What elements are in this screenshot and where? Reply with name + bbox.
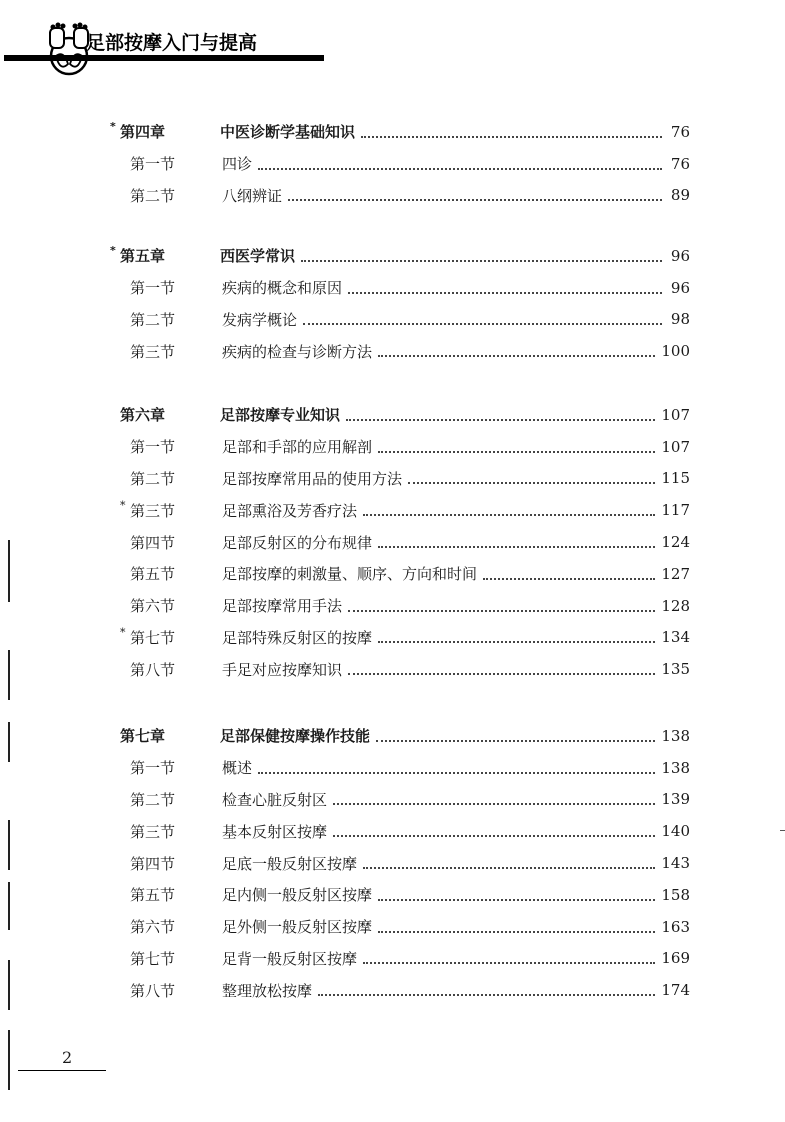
entry-number: 第一节 — [130, 279, 176, 298]
toc-section-entry[interactable] — [110, 526, 690, 558]
entry-page: 98 — [670, 310, 690, 329]
dot-leader — [318, 994, 655, 996]
entry-page: 163 — [661, 917, 690, 936]
entry-page: 124 — [661, 533, 690, 552]
entry-number: 第八节 — [130, 981, 176, 1000]
dot-leader — [378, 546, 655, 548]
dot-leader — [333, 835, 655, 837]
entry-title: 四诊 — [222, 155, 253, 174]
entry-title: 概述 — [222, 759, 253, 778]
entry-page: 96 — [670, 278, 690, 297]
entry-page: 107 — [661, 437, 690, 456]
page-number: 2 — [62, 1048, 73, 1067]
entry-title: 足部特殊反射区的按摩 — [222, 628, 373, 647]
entry-title: 足部按摩专业知识 — [220, 406, 341, 425]
entry-page: 135 — [661, 660, 690, 679]
dot-leader — [378, 355, 655, 357]
entry-page: 134 — [661, 628, 690, 647]
dot-leader — [348, 292, 662, 294]
toc-chapter-entry[interactable] — [110, 399, 690, 431]
toc-section-entry[interactable] — [110, 494, 690, 526]
dot-leader — [258, 168, 662, 170]
dot-leader — [301, 260, 662, 262]
entry-title: 足部按摩常用品的使用方法 — [222, 469, 403, 488]
page-number-rule — [18, 1070, 106, 1071]
entry-number: 第五章 — [120, 247, 166, 266]
toc-chapter-entry[interactable] — [110, 720, 690, 752]
entry-number: 第一节 — [130, 155, 176, 174]
toc-section-entry[interactable] — [110, 815, 690, 847]
entry-number: 第八节 — [130, 660, 176, 679]
dot-leader — [348, 673, 655, 675]
entry-title: 足底一般反射区按摩 — [222, 854, 358, 873]
entry-page: 76 — [670, 154, 690, 173]
entry-page: 107 — [661, 405, 690, 424]
dot-leader — [333, 803, 655, 805]
toc-section-entry[interactable] — [110, 431, 690, 463]
toc-section-entry[interactable] — [110, 590, 690, 622]
entry-number: 第六节 — [130, 597, 176, 616]
dot-leader — [378, 899, 655, 901]
dot-leader — [376, 740, 655, 742]
dot-leader — [363, 867, 655, 869]
toc-section-entry[interactable] — [110, 148, 690, 180]
chapter-block — [110, 240, 690, 367]
entry-title: 中医诊断学基础知识 — [220, 123, 356, 142]
entry-number: 第四节 — [130, 533, 176, 552]
toc-section-entry[interactable] — [110, 180, 690, 212]
entry-title: 足部反射区的分布规律 — [222, 533, 373, 552]
toc-section-entry[interactable] — [110, 752, 690, 784]
scan-edge-mark — [8, 722, 10, 762]
chapter-block — [110, 116, 690, 211]
dot-leader — [346, 419, 655, 421]
entry-number: 第三节 — [130, 822, 176, 841]
asterisk-marker: * — [110, 120, 116, 134]
entry-title: 足部保健按摩操作技能 — [220, 727, 371, 746]
entry-number: 第四节 — [130, 854, 176, 873]
dot-leader — [361, 136, 662, 138]
dot-leader — [483, 578, 655, 580]
entry-number: 第二节 — [130, 790, 176, 809]
toc-chapter-entry[interactable] — [110, 240, 690, 272]
toc-chapter-entry[interactable] — [110, 116, 690, 148]
entry-page: 158 — [661, 885, 690, 904]
dot-leader — [378, 451, 655, 453]
toc-section-entry[interactable] — [110, 784, 690, 816]
entry-number: 第七节 — [130, 949, 176, 968]
toc-section-entry[interactable] — [110, 879, 690, 911]
entry-page: 128 — [661, 596, 690, 615]
entry-number: 第二节 — [130, 310, 176, 329]
entry-title: 疾病的概念和原因 — [222, 279, 343, 298]
toc-section-entry[interactable] — [110, 272, 690, 304]
entry-title: 疾病的检查与诊断方法 — [222, 342, 373, 361]
entry-title: 八纲辨证 — [222, 186, 283, 205]
entry-title: 足部和手部的应用解剖 — [222, 438, 373, 457]
entry-title: 足部熏浴及芳香疗法 — [222, 501, 358, 520]
entry-page: 96 — [670, 246, 690, 265]
entry-page: 100 — [661, 342, 690, 361]
scan-edge-mark — [8, 882, 10, 930]
toc-section-entry[interactable] — [110, 943, 690, 975]
entry-number: 第一节 — [130, 438, 176, 457]
entry-title: 足部按摩的刺激量、顺序、方向和时间 — [222, 565, 478, 584]
entry-page: 89 — [670, 186, 690, 205]
dot-leader — [363, 962, 655, 964]
toc-section-entry[interactable] — [110, 304, 690, 336]
scan-edge-mark — [8, 1030, 10, 1090]
entry-number: 第二节 — [130, 186, 176, 205]
entry-page: 174 — [661, 981, 690, 1000]
entry-title: 西医学常识 — [220, 247, 296, 266]
entry-number: 第七节 — [130, 628, 176, 647]
entry-page: 140 — [661, 822, 690, 841]
entry-title: 基本反射区按摩 — [222, 822, 328, 841]
entry-number: 第三节 — [130, 501, 176, 520]
entry-page: 115 — [661, 469, 690, 488]
entry-page: 117 — [661, 501, 690, 520]
chapter-block — [110, 720, 690, 1006]
entry-title: 检查心脏反射区 — [222, 790, 328, 809]
scan-edge-mark — [8, 960, 10, 1010]
dot-leader — [303, 323, 662, 325]
entry-page: 138 — [661, 758, 690, 777]
dot-leader — [363, 514, 655, 516]
entry-page: 143 — [661, 854, 690, 873]
entry-number: 第四章 — [120, 123, 166, 142]
entry-number: 第六章 — [120, 406, 166, 425]
scan-speck — [780, 830, 785, 831]
dot-leader — [378, 641, 655, 643]
entry-title: 发病学概论 — [222, 310, 298, 329]
entry-number: 第二节 — [130, 469, 176, 488]
entry-title: 整理放松按摩 — [222, 981, 313, 1000]
toc-section-entry[interactable] — [110, 463, 690, 495]
entry-page: 169 — [661, 949, 690, 968]
entry-page: 76 — [670, 122, 690, 141]
entry-number: 第五节 — [130, 886, 176, 905]
entry-title: 足外侧一般反射区按摩 — [222, 918, 373, 937]
dot-leader — [348, 610, 655, 612]
dot-leader — [258, 772, 655, 774]
running-head-title: 足部按摩入门与提高 — [86, 32, 258, 54]
scan-edge-mark — [8, 540, 10, 602]
entry-title: 足背一般反射区按摩 — [222, 949, 358, 968]
entry-page: 138 — [661, 726, 690, 745]
entry-number: 第三节 — [130, 342, 176, 361]
scan-edge-mark — [8, 650, 10, 700]
scan-edge-mark — [8, 820, 10, 870]
toc-section-entry[interactable] — [110, 847, 690, 879]
entry-page: 127 — [661, 564, 690, 583]
dot-leader — [378, 931, 655, 933]
entry-number: 第一节 — [130, 759, 176, 778]
chapter-block — [110, 399, 690, 685]
toc-section-entry[interactable] — [110, 622, 690, 654]
entry-title: 足内侧一般反射区按摩 — [222, 886, 373, 905]
entry-number: 第七章 — [120, 727, 166, 746]
asterisk-marker: * — [120, 498, 126, 512]
toc-section-entry[interactable] — [110, 558, 690, 590]
entry-title: 足部按摩常用手法 — [222, 597, 343, 616]
entry-number: 第五节 — [130, 565, 176, 584]
toc-section-entry[interactable] — [110, 911, 690, 943]
toc-section-entry[interactable] — [110, 974, 690, 1006]
asterisk-marker: * — [110, 244, 116, 258]
header-rule — [4, 55, 324, 61]
toc-section-entry[interactable] — [110, 653, 690, 685]
entry-number: 第六节 — [130, 918, 176, 937]
toc-section-entry[interactable] — [110, 335, 690, 367]
entry-page: 139 — [661, 790, 690, 809]
dot-leader — [408, 482, 655, 484]
asterisk-marker: * — [120, 625, 126, 639]
entry-title: 手足对应按摩知识 — [222, 660, 343, 679]
dot-leader — [288, 199, 662, 201]
